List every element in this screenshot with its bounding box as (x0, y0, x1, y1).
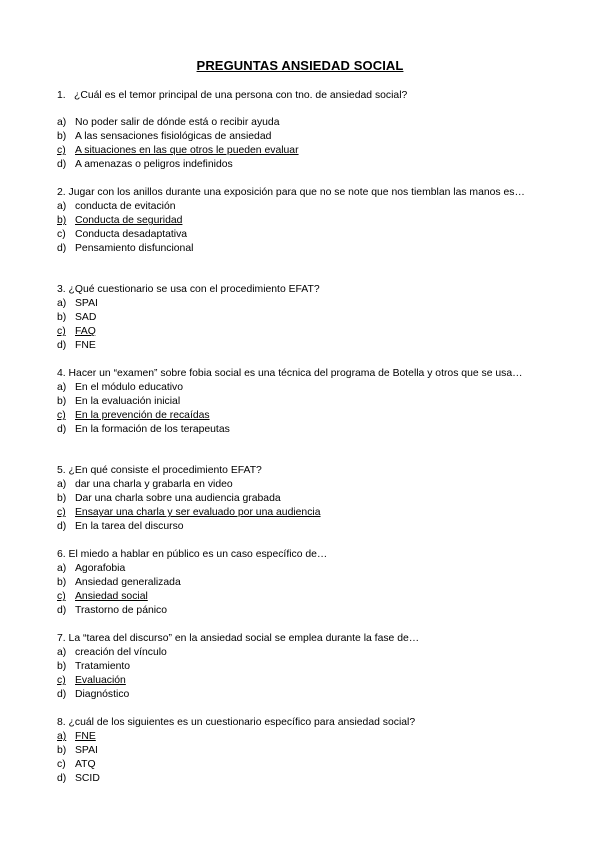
option-d (57, 242, 547, 256)
option-list (57, 297, 547, 353)
option-a (57, 478, 547, 492)
option-text: Dar una charla sobre una audiencia grabada (75, 493, 281, 505)
question-text: ¿Cuál es el temor principal de una persona con tno. de ansiedad social? (74, 90, 408, 101)
question-text: 5. ¿En qué consiste el procedimiento EFAT? (57, 465, 262, 476)
option-c-correct (57, 674, 547, 688)
option-a (57, 381, 547, 395)
option-a (57, 200, 547, 214)
option-a (57, 646, 547, 660)
option-list (57, 730, 547, 786)
option-list (57, 200, 547, 256)
option-text: FNE (75, 731, 96, 743)
option-text: creación del vínculo (75, 647, 167, 659)
question-text: 8. ¿cuál de los siguientes es un cuestionario específico para ansiedad social? (57, 717, 416, 728)
option-c (57, 228, 547, 242)
option-letter: d) (57, 773, 67, 785)
option-b (57, 130, 547, 144)
option-letter: c) (57, 410, 66, 422)
option-letter: a) (57, 382, 67, 394)
option-text: Ansiedad generalizada (75, 577, 181, 589)
option-list (57, 646, 547, 702)
option-text: Pensamiento disfuncional (75, 243, 194, 255)
option-a (57, 562, 547, 576)
option-letter: b) (57, 131, 67, 143)
option-text: No poder salir de dónde está o recibir ayuda (75, 117, 280, 129)
option-text: En la prevención de recaídas (75, 410, 210, 422)
option-text: ATQ (75, 759, 96, 771)
option-text: En la tarea del discurso (75, 521, 184, 533)
option-list (57, 478, 547, 534)
option-b (57, 311, 547, 325)
option-text: Evaluación (75, 675, 126, 687)
question-1 (57, 89, 547, 172)
option-text: Ansiedad social (75, 591, 148, 603)
option-text: A las sensaciones fisiológicas de ansiedad (75, 131, 272, 143)
option-letter: a) (57, 647, 67, 659)
question-6 (57, 548, 547, 618)
option-letter: a) (57, 201, 67, 213)
option-c-correct (57, 144, 547, 158)
option-list (57, 116, 547, 172)
option-letter: d) (57, 605, 67, 617)
option-letter: b) (57, 493, 67, 505)
option-text: SPAI (75, 745, 98, 757)
option-letter: c) (57, 591, 66, 603)
question-text: 3. ¿Qué cuestionario se usa con el procedimiento EFAT? (57, 284, 320, 295)
option-letter: a) (57, 731, 67, 743)
option-a-correct (57, 730, 547, 744)
option-text: A situaciones en las que otros le pueden evaluar (75, 145, 299, 157)
option-letter: b) (57, 577, 67, 589)
option-text: Ensayar una charla y ser evaluado por una audiencia (75, 507, 321, 519)
option-text: En el módulo educativo (75, 382, 184, 394)
option-letter: d) (57, 159, 67, 171)
option-text: Diagnóstico (75, 689, 130, 701)
question-number: 1. (57, 90, 66, 101)
option-a (57, 116, 547, 130)
question-8 (57, 716, 547, 786)
option-c-correct (57, 409, 547, 423)
option-text: Conducta desadaptativa (75, 229, 188, 241)
question-4 (57, 367, 547, 437)
option-letter: a) (57, 298, 67, 310)
question-text: 7. La “tarea del discurso” en la ansiedad social se emplea durante la fase de… (57, 633, 420, 644)
option-letter: c) (57, 675, 66, 687)
option-letter: b) (57, 745, 67, 757)
option-d (57, 772, 547, 786)
question-5 (57, 464, 547, 534)
question-7 (57, 632, 547, 702)
option-letter: d) (57, 521, 67, 533)
option-text: FNE (75, 340, 96, 352)
option-letter: d) (57, 689, 67, 701)
option-list (57, 562, 547, 618)
option-text: conducta de evitación (75, 201, 176, 213)
option-d (57, 604, 547, 618)
question-text: 4. Hacer un “examen” sobre fobia social es una técnica del programa de Botella y otros que se usa… (57, 368, 523, 379)
option-letter: a) (57, 117, 67, 129)
option-text: SPAI (75, 298, 98, 310)
option-list (57, 381, 547, 437)
question-2 (57, 186, 547, 256)
option-d (57, 520, 547, 534)
question-3 (57, 283, 547, 353)
option-text: SAD (75, 312, 97, 324)
option-letter: d) (57, 243, 67, 255)
option-d (57, 158, 547, 172)
option-d (57, 688, 547, 702)
option-text: A amenazas o peligros indefinidos (75, 159, 233, 171)
option-b-correct (57, 214, 547, 228)
option-c-correct (57, 590, 547, 604)
option-letter: c) (57, 145, 66, 157)
option-a (57, 297, 547, 311)
question-text: 2. Jugar con los anillos durante una exposición para que no se note que nos tiemblan las manos es… (57, 187, 525, 198)
option-b (57, 660, 547, 674)
option-letter: c) (57, 229, 66, 241)
option-c (57, 758, 547, 772)
option-c-correct (57, 325, 547, 339)
option-letter: b) (57, 215, 67, 227)
option-b (57, 492, 547, 506)
option-letter: a) (57, 479, 67, 491)
option-text: Tratamiento (75, 661, 131, 673)
option-b (57, 395, 547, 409)
option-text: Agorafobia (75, 563, 126, 575)
option-letter: b) (57, 396, 67, 408)
option-b (57, 744, 547, 758)
option-letter: a) (57, 563, 67, 575)
option-d (57, 339, 547, 353)
option-letter: c) (57, 759, 66, 771)
option-letter: d) (57, 340, 67, 352)
option-text: dar una charla y grabarla en video (75, 479, 233, 491)
option-letter: c) (57, 507, 66, 519)
option-text: FAQ (75, 326, 96, 338)
question-stem (57, 89, 547, 103)
option-text: Trastorno de pánico (75, 605, 168, 617)
option-text: Conducta de seguridad (75, 215, 183, 227)
option-letter: c) (57, 326, 66, 338)
option-letter: d) (57, 424, 67, 436)
option-letter: b) (57, 312, 67, 324)
option-text: SCID (75, 773, 100, 785)
option-d (57, 423, 547, 437)
question-text: 6. El miedo a hablar en público es un caso específico de… (57, 549, 328, 560)
page-title: PREGUNTAS ANSIEDAD SOCIAL (196, 58, 404, 73)
option-text: En la evaluación inicial (75, 396, 181, 408)
option-c-correct (57, 506, 547, 520)
option-b (57, 576, 547, 590)
option-letter: b) (57, 661, 67, 673)
option-text: En la formación de los terapeutas (75, 424, 230, 436)
